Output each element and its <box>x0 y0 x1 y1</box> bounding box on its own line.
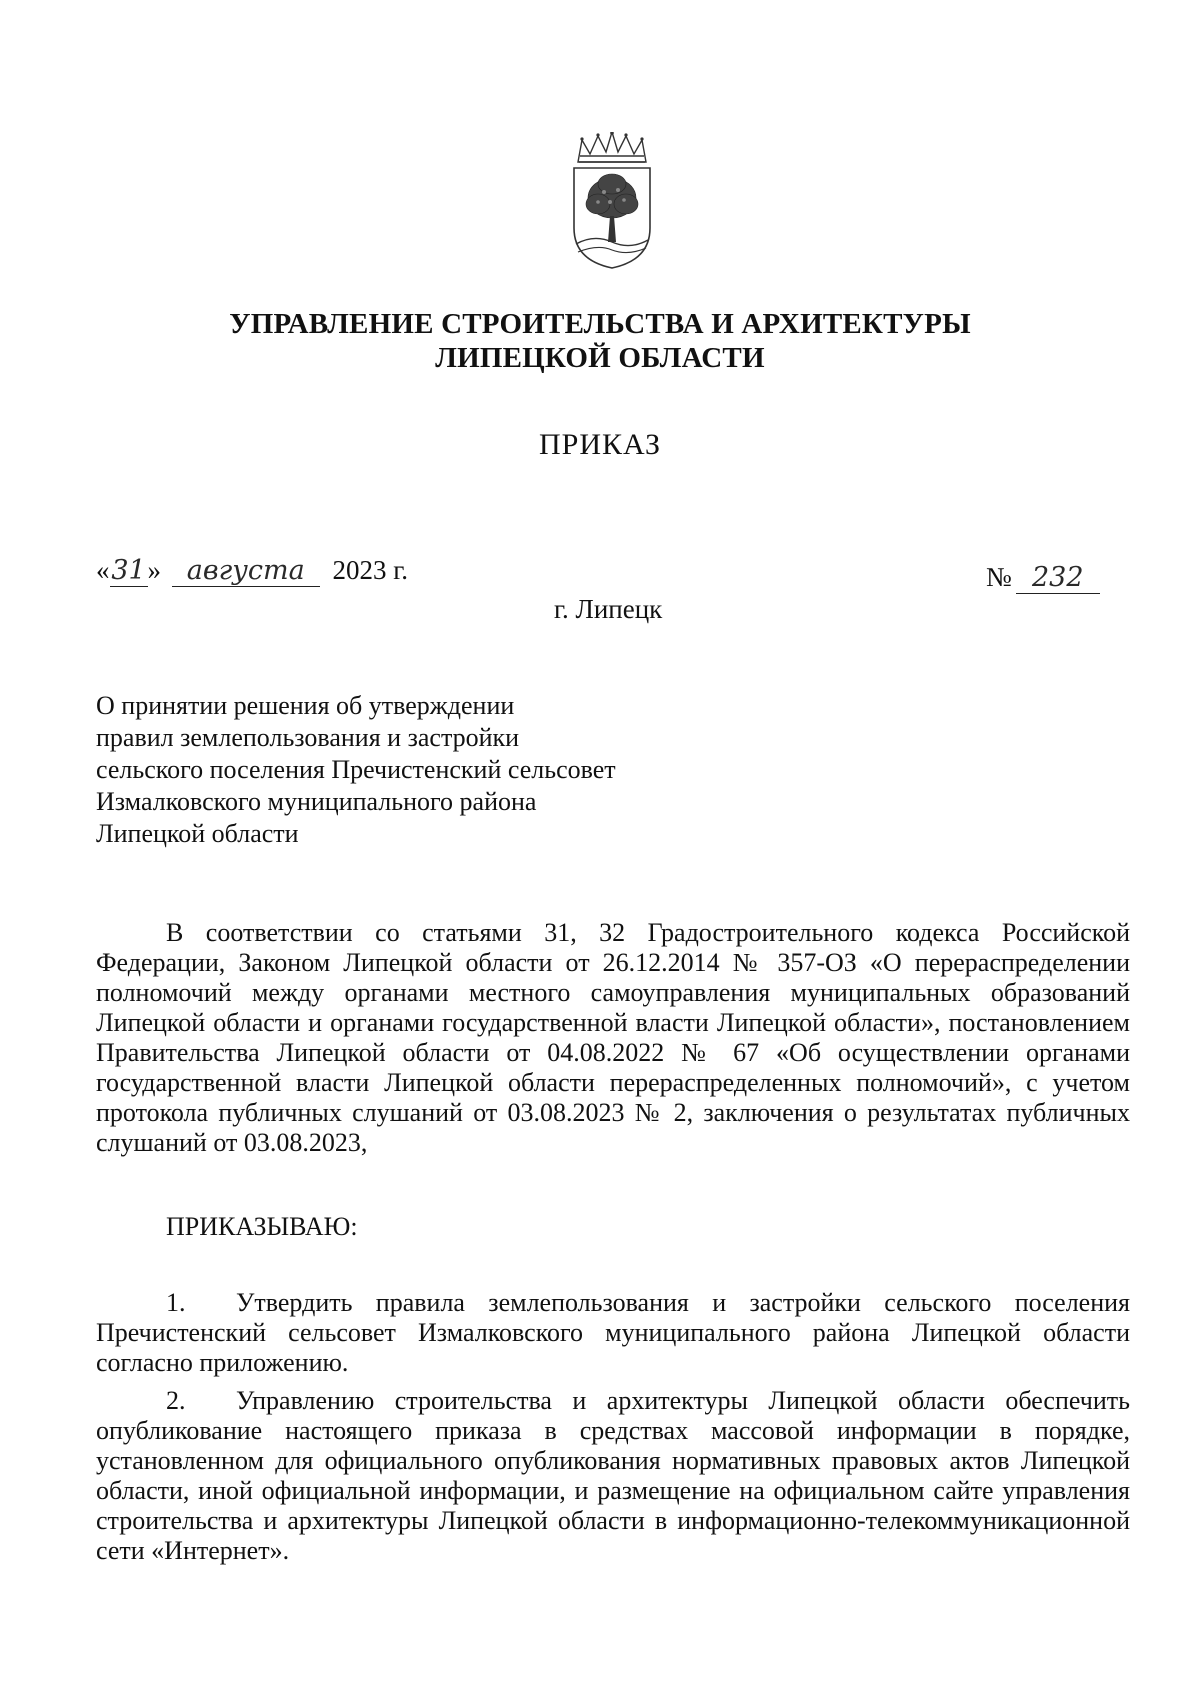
document-subject <box>96 690 616 850</box>
date-month: августа <box>172 556 320 587</box>
subject-line: сельского поселения Пречистенский сельсовет <box>96 755 616 784</box>
number-value: 232 <box>1016 563 1100 594</box>
order-item-1 <box>96 1288 1130 1378</box>
date-day: 31 <box>111 555 146 586</box>
number-label: № <box>986 562 1012 592</box>
date-close-quote: » <box>147 555 161 585</box>
org-title-line1: УПРАВЛЕНИЕ СТРОИТЕЛЬСТВА И АРХИТЕКТУРЫ <box>229 308 971 340</box>
subject-line: О принятии решения об утверждении <box>96 691 515 720</box>
subject-line: Липецкой области <box>96 819 299 848</box>
order-item-2 <box>96 1386 1130 1566</box>
date-year: 2023 г. <box>332 555 409 585</box>
order-word: ПРИКАЗЫВАЮ: <box>166 1212 358 1241</box>
item-text: Утвердить правила землепользования и застройки сельского поселения Пречистенский сельсовет Измалковского муниципального района Липецкой области согласно приложению. <box>96 1288 1130 1377</box>
document-date <box>96 555 408 587</box>
coat-of-arms-icon <box>568 132 656 270</box>
document-type: ПРИКАЗ <box>539 428 661 461</box>
document-number <box>986 562 1100 594</box>
org-title-line2: ЛИПЕЦКОЙ ОБЛАСТИ <box>435 342 765 374</box>
subject-line: правил землепользования и застройки <box>96 723 520 752</box>
subject-line: Измалковского муниципального района <box>96 787 537 816</box>
item-number: 2. <box>166 1386 186 1415</box>
item-number: 1. <box>166 1288 186 1317</box>
document-city: г. Липецк <box>554 594 663 624</box>
preamble-paragraph: В соответствии со статьями 31, 32 Градостроительного кодекса Российской Федерации, Законом Липецкой области от 26.12.2014 № 357-ОЗ «О перераспределении полномочий между органами местного самоуправления муниципальных образований Липецкой области и органами государственной власти Липецкой области», постановлением Правительства Липецкой области от 04.08.2022 № 67 «Об осуществлении органами государственной власти Липецкой области перераспределенных полномочий», с учетом протокола публичных слушаний от 03.08.2023 № 2, заключения о результатах публичных слушаний от 03.08.2023, <box>96 918 1130 1157</box>
item-text: Управлению строительства и архитектуры Липецкой области обеспечить опубликование настоящего приказа в средствах массовой информации в порядке, установленном для официального опубликования нормативных правовых актов Липецкой области, иной официальной информации, и размещение на официальном сайте управления строительства и архитектуры Липецкой области в информационно-телекоммуникационной сети «Интернет». <box>96 1386 1130 1565</box>
date-open-quote: « <box>96 555 110 585</box>
